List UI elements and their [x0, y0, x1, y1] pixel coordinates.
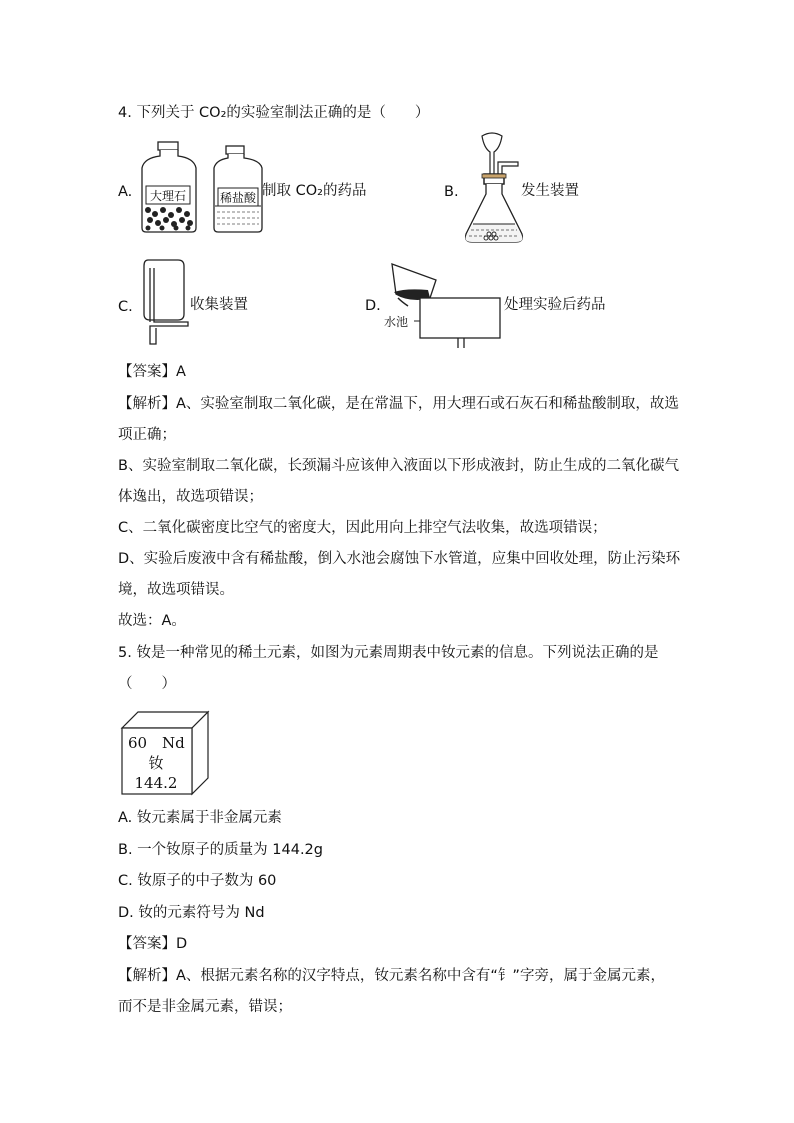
sink-disposal-figure: [380, 258, 504, 350]
element-name: 钕: [148, 754, 164, 772]
sink-label: 水池: [384, 315, 409, 329]
bottle1-label: 大理石: [149, 189, 187, 203]
q4-option-d-letter: D.: [365, 298, 381, 314]
q4-analysis-line: 体逸出，故选项错误；: [118, 489, 263, 505]
q4-analysis-line: B、实验室制取二氧化碳，长颈漏斗应该伸入液面以下形成液封，防止生成的二氧化碳气: [118, 458, 679, 474]
q4-option-c-letter: C.: [118, 299, 133, 315]
reagent-bottles-figure: [138, 140, 264, 236]
q5-analysis-line: 而不是非金属元素，错误；: [118, 999, 292, 1015]
element-symbol: Nd: [162, 734, 185, 752]
q4-option-a-caption: 制取 CO₂的药品: [262, 183, 367, 199]
q5-option-d: D. 钕的元素符号为 Nd: [118, 905, 265, 921]
q5-option-b: B. 一个钕原子的质量为 144.2g: [118, 842, 323, 858]
q4-stem: 4. 下列关于 CO₂的实验室制法正确的是（ ）: [118, 105, 430, 121]
q4-analysis-line: C、二氧化碳密度比空气的密度大，因此用向上排空气法收集，故选项错误；: [118, 520, 607, 536]
q4-option-a-letter: A.: [118, 184, 133, 200]
q5-analysis-line: 【解析】A、根据元素名称的汉字特点，钕元素名称中含有“钅”字旁，属于金属元素，: [118, 968, 665, 984]
q4-analysis-line: D、实验后废液中含有稀盐酸，倒入水池会腐蚀下水管道，应集中回收处理，防止污染环: [118, 551, 681, 567]
q5-option-a: A. 钕元素属于非金属元素: [118, 810, 282, 826]
element-mass: 144.2: [134, 774, 178, 792]
element-cell-figure: [118, 708, 212, 796]
q5-answer: 【答案】D: [118, 936, 188, 952]
q4-option-b-letter: B.: [444, 184, 459, 200]
q4-option-b-caption: 发生装置: [521, 183, 579, 199]
q4-answer: 【答案】A: [118, 364, 186, 380]
q5-option-c: C. 钕原子的中子数为 60: [118, 873, 277, 889]
q5-stem: 5. 钕是一种常见的稀土元素，如图为元素周期表中钕元素的信息。下列说法正确的是: [118, 645, 659, 661]
q4-option-c-caption: 收集装置: [190, 297, 248, 313]
q4-option-d-caption: 处理实验后药品: [504, 297, 606, 313]
element-atomic-number: 60: [128, 734, 148, 752]
collection-bottle-figure: [138, 256, 190, 348]
q4-conclusion: 故选：A。: [118, 613, 186, 629]
q5-stem-blank: （ ）: [118, 676, 176, 692]
q4-analysis-line: 【解析】A、实验室制取二氧化碳，是在常温下，用大理石或石灰石和稀盐酸制取，故选: [118, 396, 679, 412]
q4-analysis-line: 项正确；: [118, 427, 176, 443]
q4-analysis-line: 境，故选项错误。: [118, 582, 234, 598]
bottle2-label: 稀盐酸: [219, 191, 257, 205]
